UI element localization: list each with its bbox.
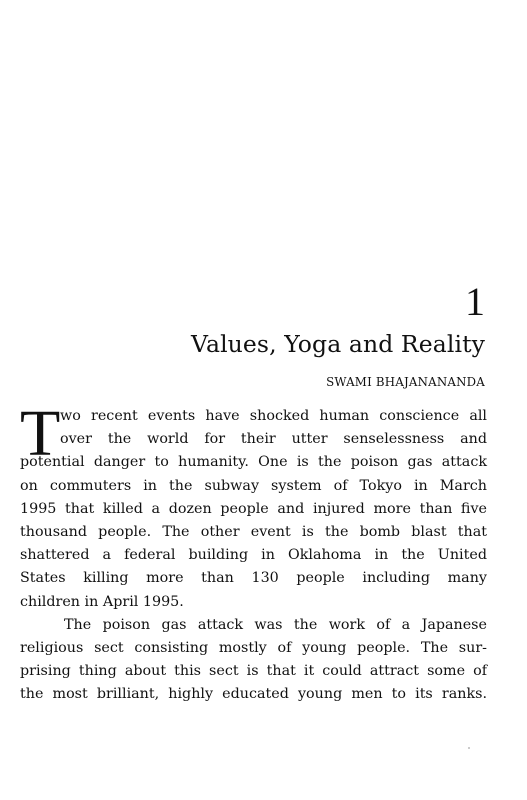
body-line: The poison gas attack was the work of a Japanese [64, 616, 487, 633]
body-line: shattered a federal building in Oklahoma in the United [20, 547, 487, 564]
drop-cap: T [20, 397, 61, 470]
body-text [20, 397, 487, 706]
chapter-author: SWAMI BHAJANANANDA [326, 375, 485, 389]
body-line: prising thing about this sect is that it could attract some of [20, 663, 487, 680]
body-line: wo recent events have shocked human conscience all [60, 408, 487, 424]
body-line: children in April 1995. [20, 593, 184, 610]
page-speck [468, 747, 470, 749]
body-line: over the world for their utter senselessness and [60, 431, 487, 448]
chapter-number: 1 [465, 279, 485, 324]
body-line: religious sect consisting mostly of young people. The sur- [20, 639, 487, 656]
body-line: potential danger to humanity. One is the poison gas attack [20, 454, 487, 471]
body-line: the most brilliant, highly educated young men to its ranks. [20, 686, 487, 703]
chapter-title: Values, Yoga and Reality [191, 330, 485, 358]
body-line: on commuters in the subway system of Tokyo in March [20, 477, 487, 494]
body-line: thousand people. The other event is the bomb blast that [20, 523, 487, 540]
body-line: 1995 that killed a dozen people and injured more than five [20, 500, 487, 517]
body-line: States killing more than 130 people including many [20, 570, 487, 587]
